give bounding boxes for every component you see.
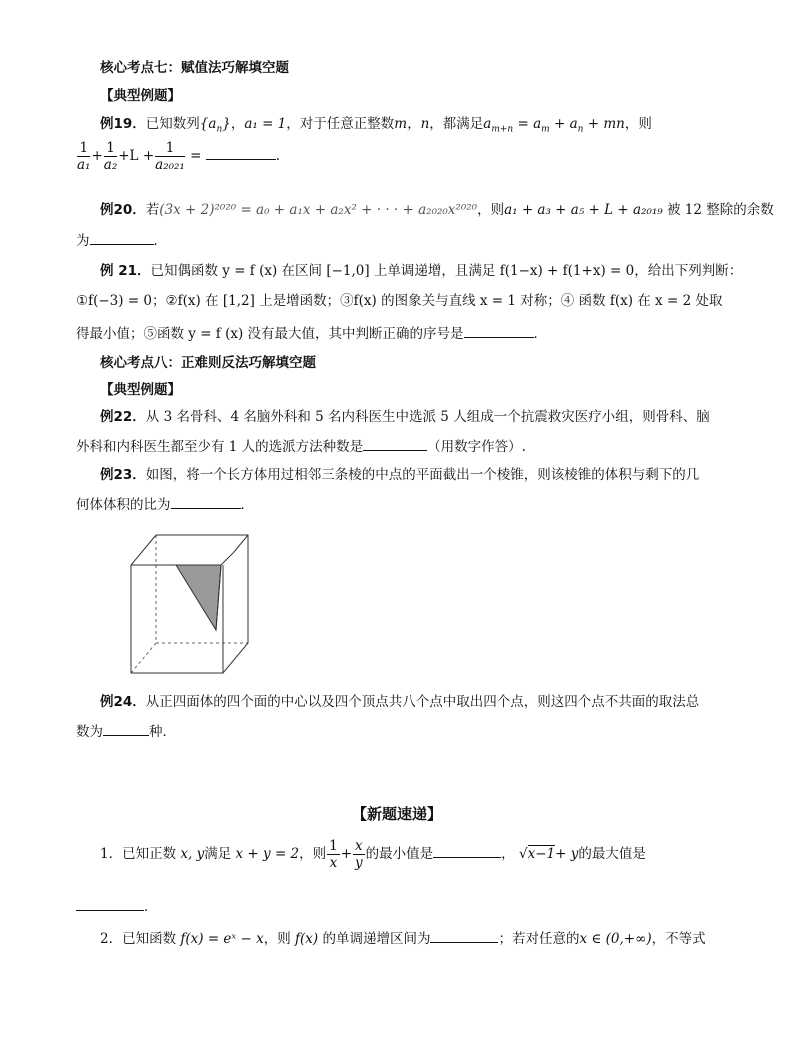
ex19-formula	[483, 116, 625, 135]
ex19-f3-sub: n	[577, 124, 584, 135]
q1-text-b: 满足	[204, 846, 232, 862]
q1-text-c: ，则	[299, 846, 327, 862]
q2-text-a: 已知函数	[122, 931, 177, 947]
ex19-seq-open: {a	[199, 116, 217, 132]
ex24-answer-blank[interactable]	[103, 721, 149, 736]
section8-heading: 核心考点八：正难则反法巧解填空题	[100, 355, 316, 371]
example-21-line1	[100, 261, 742, 281]
ex22-answer-blank[interactable]	[363, 436, 427, 451]
q2-function: f(x) = eˣ − x	[180, 931, 264, 947]
q2-text-c: 的单调递增区间为	[322, 931, 431, 947]
ex19-f4: + mn	[583, 116, 625, 132]
q2-text-b: ，则	[263, 931, 291, 947]
q1-frac1	[327, 838, 340, 871]
ex19-f2: = a	[513, 116, 542, 132]
ex21-line1-text: 已知偶函数 y = f (x) 在区间 [−1,0] 上单调递增，且满足 f(1−x) + f(1+x) = 0，给出下列判断：	[150, 263, 743, 279]
example-24-label: 例24．	[100, 694, 146, 710]
example-20-line2	[76, 230, 167, 251]
pyramid-cut-face	[176, 565, 221, 630]
ex21-end: ．	[533, 326, 548, 342]
q1-plus: +	[340, 846, 353, 862]
q1-frac2-den: y	[355, 855, 363, 871]
q2-fx: f(x)	[295, 931, 319, 947]
ex21-answer-blank[interactable]	[464, 323, 534, 338]
q2-text-d: ；若对任意的	[498, 931, 580, 947]
ex22-line2-end: （用数字作答）.	[427, 439, 526, 455]
example-23-line2	[76, 494, 254, 515]
example-22-line1	[100, 407, 710, 427]
ex19-text-c: ，对于任意正整数	[286, 116, 395, 132]
ex19-f1-sub: m+n	[491, 124, 514, 135]
ex19-text-d: ，都满足	[429, 116, 484, 132]
example-21-line2: ①f(−3) = 0；②f(x) 在 [1,2] 上是增函数；③f(x) 的图象关与直线 x = 1 对称；④ 函数 f(x) 在 x = 2 处取	[76, 293, 723, 309]
example-24-line1	[100, 692, 699, 712]
ex22-line2-text: 外科和内科医生都至少有 1 人的选派方法种数是	[76, 439, 364, 455]
q2-label: 2．	[100, 931, 123, 947]
example-24-line2	[76, 721, 176, 742]
ex20-formula: (3x + 2)²⁰²⁰ = a₀ + a₁x + a₂x² + · · · + a₂₀₂₀x²⁰²⁰	[159, 202, 478, 218]
q1-frac1-den: x	[329, 855, 338, 871]
ex19-condition: a₁ = 1	[244, 116, 287, 132]
ex24-line2-text: 数为	[76, 724, 103, 740]
ex20-text-c: 被 12 整除的余数	[667, 202, 774, 218]
q1-answer-blank-2[interactable]	[76, 896, 144, 911]
ex23-line2-text: 何体体积的比为	[76, 497, 171, 513]
section8-subheading: 【典型例题】	[100, 382, 181, 398]
ex19-text-b: ，	[230, 116, 245, 132]
q1-comma: ，	[501, 846, 515, 862]
example-23-label: 例23．	[100, 467, 146, 483]
q1-frac2	[353, 838, 365, 871]
ex19-frac3-num: 1	[155, 140, 185, 157]
question-1-line1	[100, 838, 646, 871]
example-22-label: 例22．	[100, 409, 146, 425]
question-2-line1	[100, 928, 706, 949]
ex19-frac3-den: a₂₀₂₁	[155, 157, 185, 173]
example-21-label: 例 21．	[100, 263, 151, 279]
ex19-eq: =	[190, 148, 202, 164]
ex24-end: 种．	[149, 724, 176, 740]
example-20-label: 例20．	[100, 202, 146, 218]
ex19-text-e: ，则	[624, 116, 652, 132]
q1-answer-blank-1[interactable]	[433, 843, 501, 858]
ex19-seq	[199, 116, 231, 135]
ex20-text-d: 为	[76, 233, 90, 249]
ex19-frac2-den: a₂	[103, 157, 118, 173]
q1-frac2-num: x	[355, 838, 363, 854]
q2-text-e: ，不等式	[651, 931, 706, 947]
q1-vars: x, y	[180, 846, 205, 862]
hidden-edge-depth	[131, 643, 156, 673]
q1-label: 1．	[100, 846, 123, 862]
ex21-line3-text: 得最小值；⑤函数 y = f (x) 没有最大值，其中判断正确的序号是	[76, 326, 464, 342]
example-22-line2	[76, 436, 526, 457]
q1-end: ．	[144, 899, 158, 915]
ex19-end: .	[275, 148, 281, 164]
ex20-text-a: 若	[145, 202, 160, 218]
q1-text-a: 已知正数	[122, 846, 177, 862]
cuboid-figure	[126, 530, 256, 680]
ex20-text-b: ，则	[477, 202, 505, 218]
ex19-f1: a	[483, 116, 492, 132]
ex19-f3: + a	[549, 116, 578, 132]
ex24-line1-text: 从正四面体的四个面的中心以及四个顶点共八个点中取出四个点，则这四个点不共面的取法总	[145, 694, 700, 710]
q1-sqrt-expr: x−1	[527, 846, 556, 862]
example-19-label: 例19．	[100, 116, 146, 132]
example-19-line2: $\frac{1}{\text{a₁}}$ + $\frac{1}{\text{a₂}}$ +L + $\frac{1}{\text{a₂₀₂₁}}$ = .	[77, 140, 281, 173]
section7-heading: 核心考点七：赋值法巧解填空题	[100, 60, 289, 76]
q1-text-e: 的最大值是	[578, 846, 646, 862]
ex19-f2-sub: m	[541, 124, 550, 135]
ex20-sum: a₁ + a₃ + a₅ + L + a₂₀₁₉	[504, 202, 663, 218]
ex23-end: ．	[240, 497, 254, 513]
example-19-line1	[100, 114, 652, 140]
q1-frac1-num: 1	[329, 838, 338, 854]
q1-condition: x + y = 2	[235, 846, 300, 862]
example-21-line3	[76, 323, 547, 344]
q1-sqrt: √x−1	[518, 846, 556, 862]
ex19-plus-l: +L +	[118, 148, 155, 164]
q2-range: x ∈ (0,+∞)	[579, 931, 652, 947]
q2-answer-blank[interactable]	[430, 928, 498, 943]
top-right-edge	[234, 535, 248, 552]
q1-plus-y: + y	[555, 846, 579, 862]
question-1-line2	[76, 896, 158, 917]
new-problems-title: 【新题速递】	[351, 805, 442, 823]
ex23-answer-blank[interactable]	[171, 494, 241, 509]
ex19-mn: m，n	[394, 116, 430, 132]
ex19-frac1-den: a₁	[77, 157, 91, 173]
ex19-frac1	[77, 140, 90, 173]
ex19-frac2-num: 1	[104, 140, 117, 157]
ex19-frac1-num: 1	[77, 140, 90, 157]
ex23-line1-text: 如图，将一个长方体用过相邻三条棱的中点的平面截出一个棱锥，则该棱锥的体积与剩下的几	[145, 467, 700, 483]
ex22-line1-text: 从 3 名骨科、4 名脑外科和 5 名内科医生中选派 5 人组成一个抗震救灾医疗小组，则骨科、脑	[145, 409, 710, 425]
ex20-end: ．	[153, 233, 167, 249]
ex19-answer-blank[interactable]	[206, 145, 276, 160]
example-20-line1	[100, 200, 774, 220]
ex19-text-a: 已知数列	[145, 116, 200, 132]
section7-subheading: 【典型例题】	[100, 88, 181, 104]
q1-text-d: 的最小值是	[365, 846, 434, 862]
example-23-line1	[100, 465, 699, 485]
ex20-answer-blank[interactable]	[90, 230, 154, 245]
pyramid-edge	[221, 552, 234, 565]
ex19-frac3	[155, 140, 185, 173]
ex19-seq-close: }	[222, 116, 231, 132]
ex19-frac2	[104, 140, 117, 173]
ex19-seq-sub: n	[216, 124, 223, 135]
